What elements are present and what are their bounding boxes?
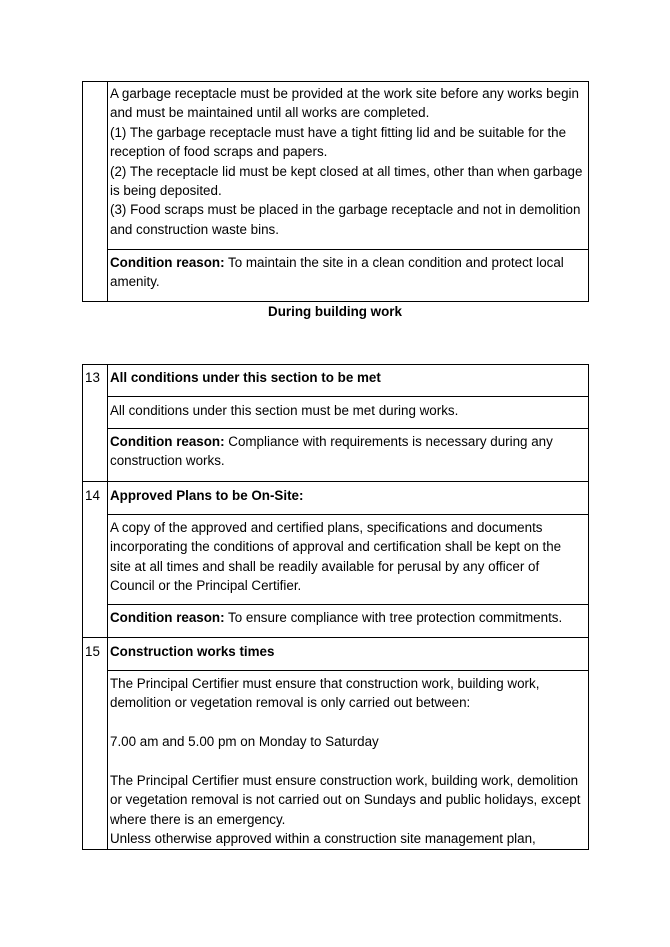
- condition-number-cell-empty: [83, 82, 108, 302]
- condition-reason-label: Condition reason:: [110, 434, 225, 449]
- body-line: incorporating the conditions of approval and certification shall be kept on the: [110, 539, 562, 555]
- work-times: 7.00 am and 5.00 pm on Monday to Saturday: [110, 734, 379, 750]
- body-line: and construction waste bins.: [110, 221, 279, 237]
- conditions-table: [82, 364, 589, 850]
- condition-reason-label: Condition reason:: [110, 610, 225, 625]
- body-line: (3) Food scraps must be placed in the garbage receptacle and not in demolition: [110, 202, 581, 218]
- condition-title-cell: [108, 365, 589, 397]
- condition-reason-text: To maintain the site in a clean condition and protect local: [224, 255, 564, 270]
- condition-reason-text: To ensure compliance with tree protection commitments.: [224, 610, 563, 625]
- condition-title: Construction works times: [110, 644, 275, 659]
- body-line: and must be maintained until all works are completed.: [110, 105, 430, 121]
- condition-table-continued: [82, 81, 589, 302]
- body-line: Unless otherwise approved within a construction site management plan,: [110, 831, 536, 847]
- body-line: (1) The garbage receptacle must have a tight fitting lid and be suitable for the: [110, 124, 567, 140]
- body-line: The Principal Certifier must ensure construction work, building work, demolition: [110, 773, 579, 788]
- condition-number: 13: [83, 365, 108, 482]
- condition-reason-text: Compliance with requirements is necessary during any: [224, 434, 553, 449]
- condition-body-cell: [108, 397, 589, 429]
- body-line: Council or the Principal Certifier.: [110, 578, 302, 594]
- condition-number: 15: [83, 638, 108, 850]
- body-line: reception of food scraps and papers.: [110, 144, 328, 160]
- condition-body-cell: [108, 671, 589, 850]
- condition-number: 14: [83, 482, 108, 638]
- body-line: where there is an emergency.: [110, 811, 286, 827]
- condition-body: All conditions under this section must be met during works.: [110, 403, 459, 418]
- body-line: The Principal Certifier must ensure that construction work, building work,: [110, 676, 540, 691]
- condition-reason-cell: [108, 429, 589, 482]
- condition-reason-cell: [108, 250, 589, 302]
- body-line: A copy of the approved and certified plans, specifications and documents: [110, 520, 543, 535]
- section-heading: During building work: [268, 304, 402, 319]
- condition-reason-label: Condition reason:: [110, 255, 225, 270]
- body-line: A garbage receptacle must be provided at the work site before any works begin: [110, 86, 579, 101]
- body-line: site at all times and shall be readily available for perusal by any officer of: [110, 558, 540, 574]
- condition-title-cell: [108, 638, 589, 671]
- body-line: (2) The receptacle lid must be kept closed at all times, other than when garbage: [110, 163, 583, 179]
- condition-reason-text-line2: construction works.: [110, 453, 225, 469]
- body-line: is being deposited.: [110, 183, 222, 199]
- body-line: or vegetation removal is not carried out on Sundays and public holidays, except: [110, 792, 581, 808]
- garbage-condition-body: [108, 82, 589, 250]
- condition-body-cell: [108, 515, 589, 605]
- body-line: demolition or vegetation removal is only carried out between:: [110, 695, 471, 711]
- condition-title-cell: [108, 482, 589, 515]
- condition-title: Approved Plans to be On-Site:: [110, 488, 304, 503]
- condition-reason-cell: [108, 605, 589, 638]
- condition-title: All conditions under this section to be met: [110, 370, 381, 385]
- condition-reason-text-line2: amenity.: [110, 274, 160, 290]
